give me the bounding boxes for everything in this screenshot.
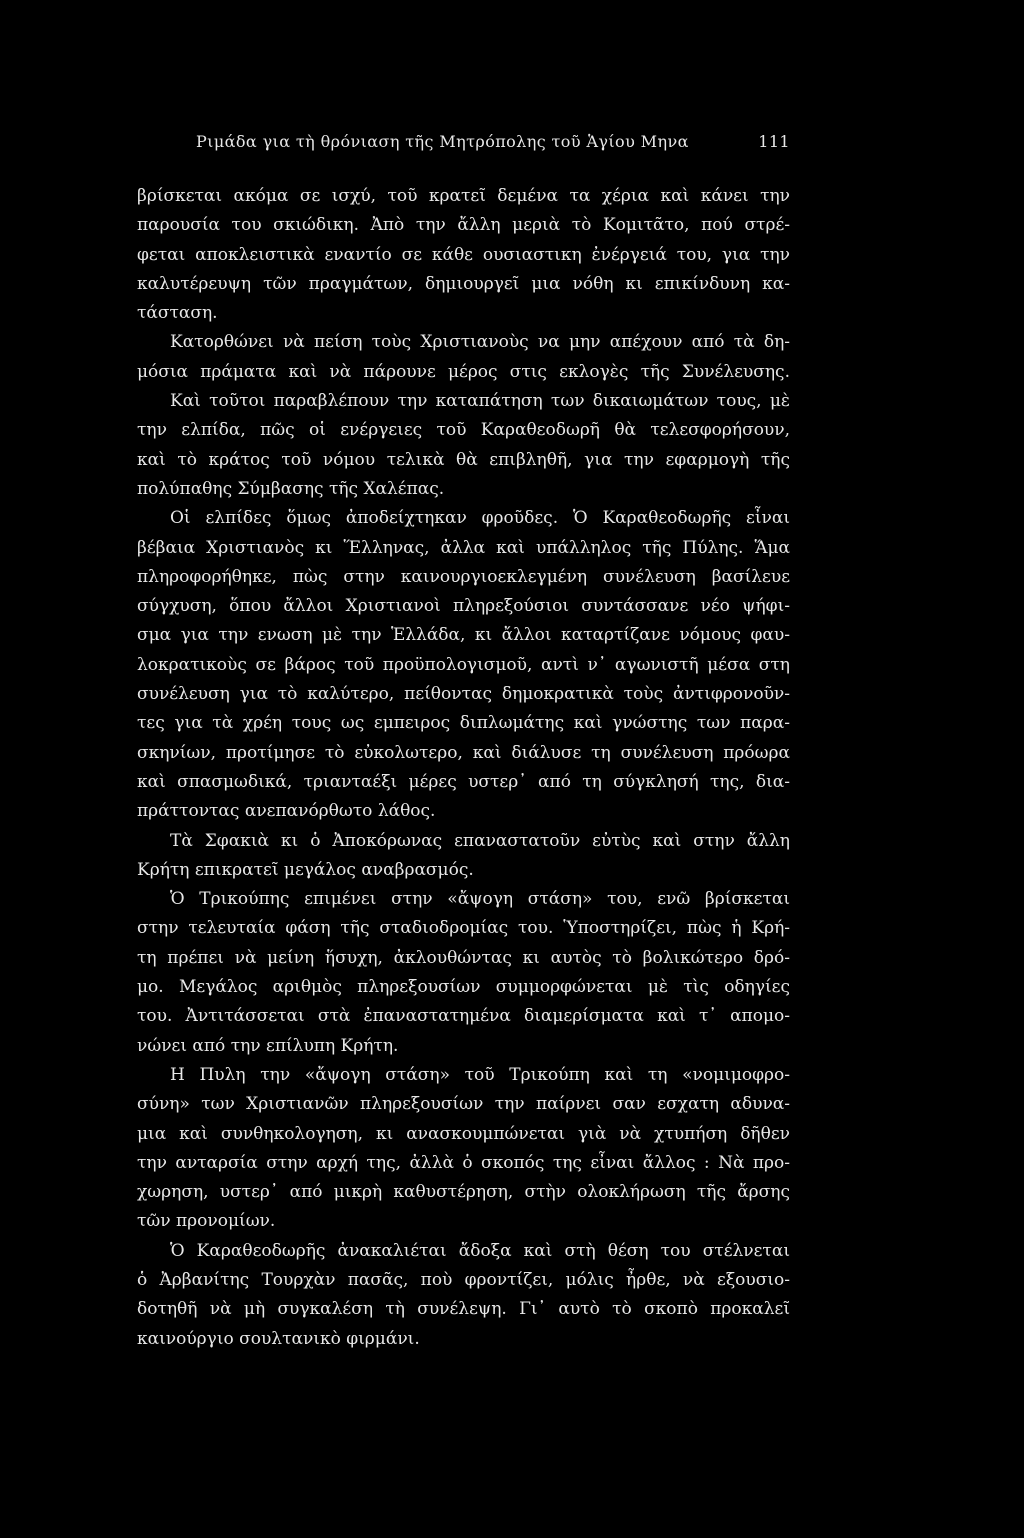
running-header — [196, 132, 790, 156]
text-line: λοκρατικοὺς σε βάρος τοῦ προϋπολογισμοῦ, αντὶ ν᾽ αγωνιστῆ μέσα στη — [137, 654, 790, 675]
text-line: την ελπίδα, πῶς οἱ ενέργειες τοῦ Καραθεοδωρῆ θὰ τελεσφορήσουν, — [137, 420, 790, 441]
text-line: μόσια πράματα καὶ νὰ πάρουνε μέρος στις εκλογὲς τῆς Συνέλευσης. — [137, 361, 790, 382]
text-line: ὁ Ἀρβανίτης Τουρχὰν πασᾶς, ποὺ φροντίζει, μόλις ἦρθε, νὰ εξουσιο- — [137, 1269, 790, 1290]
text-line: σκηνίων, προτίμησε τὸ εὐκολωτερο, καὶ διάλυσε τη συνέλευση πρόωρα — [137, 742, 790, 763]
text-line: σμα για την ενωση μὲ την Ἑλλάδα, κι ἄλλοι καταρτίζανε νόμους φαυ- — [137, 625, 790, 646]
text-line: καινούργιο σουλτανικὸ φιρμάνι. — [137, 1328, 420, 1349]
paragraph-first-line: Καὶ τοῦτοι παραβλέπουν την καταπάτηση των δικαιωμάτων τους, μὲ — [170, 391, 790, 412]
text-line: τάσταση. — [137, 303, 218, 324]
paragraph-first-line: Ὁ Καραθεοδωρῆς ἀνακαλιέται ἄδοξα καὶ στὴ θέση του στέλνεται — [170, 1240, 790, 1261]
paragraph-first-line: Τὰ Σφακιὰ κι ὁ Ἀποκόρωνας επαναστατοῦν εὐτὺς καὶ στην ἄλλη — [170, 830, 790, 851]
text-line: παρουσία του σκιώδικη. Ἀπὸ την ἄλλη μεριὰ τὸ Κομιτᾶτο, πού στρέ- — [137, 215, 790, 236]
paragraph-first-line: Κατορθώνει νὰ πείση τοὺς Χριστιανοὺς να μην απέχουν από τὰ δη- — [170, 332, 790, 353]
text-line: σύγχυση, ὅπου ἄλλοι Χριστιανοὶ πληρεξούσιοι συντάσσανε νέο ψήφι- — [137, 596, 790, 617]
text-line: Κρήτη επικρατεῖ μεγάλος αναβρασμός. — [137, 859, 474, 880]
text-line: του. Ἀντιτάσσεται στὰ ἐπαναστατημένα διαμερίσματα καὶ τ᾽ απομο- — [137, 1006, 790, 1027]
text-line: δοτηθῆ νὰ μὴ συγκαλέση τὴ συνέλεψη. Γι᾽ αυτὸ τὸ σκοπὸ προκαλεῖ — [137, 1299, 790, 1320]
text-line: την ανταρσία στην αρχή της, ἀλλὰ ὁ σκοπός της εἶναι ἄλλος : Νὰ προ- — [137, 1152, 790, 1173]
text-line: συνέλευση για τὸ καλύτερο, πείθοντας δημοκρατικὰ τοὺς ἀντιφρονοῦν- — [137, 684, 790, 705]
paragraph-first-line: Ὁ Τρικούπης επιμένει στην «ἄψογη στάση» του, ενῶ βρίσκεται — [170, 889, 790, 910]
text-line: τες για τὰ χρέη τους ως εμπειρος διπλωμάτης καὶ γνώστης των παρα- — [137, 713, 790, 734]
text-line: πράττοντας ανεπανόρθωτο λάθος. — [137, 801, 436, 822]
paragraph-first-line: Οἱ ελπίδες ὅμως ἀποδείχτηκαν φροῦδες. Ὁ Καραθεοδωρῆς εἶναι — [170, 508, 790, 529]
text-line: πληροφορήθηκε, πὼς στην καινουργιοεκλεγμένη συνέλευση βασίλευε — [137, 566, 790, 587]
running-title: Ριμάδα για τὴ θρόνιαση τῆς Μητρόπολης τοῦ Ἁγίου Μηνα — [196, 132, 689, 151]
text-line: καὶ τὸ κράτος τοῦ νόμου τελικὰ θὰ επιβληθῆ, για την εφαρμογὴ τῆς — [137, 449, 790, 470]
text-line: χωρηση, υστερ᾽ από μικρὴ καθυστέρηση, στὴν ολοκλήρωση τῆς ἄρσης — [137, 1182, 790, 1203]
text-line: φεται αποκλειστικὰ εναντίο σε κάθε ουσιαστικη ἐνέργειά του, για την — [137, 244, 790, 265]
text-line: βρίσκεται ακόμα σε ισχύ, τοῦ κρατεῖ δεμένα τα χέρια καὶ κάνει την — [137, 186, 790, 206]
text-line: πολύπαθης Σύμβασης τῆς Χαλέπας. — [137, 478, 445, 499]
text-line: μια καὶ συνθηκολογηση, κι ανασκουμπώνεται γιὰ νὰ χτυπήση δῆθεν — [137, 1123, 790, 1144]
text-line: καὶ σπασμωδικά, τριανταέξι μέρες υστερ᾽ από τη σύγκλησή της, δια- — [137, 771, 790, 792]
text-line: τη πρέπει νὰ μείνη ἥσυχη, ἀκλουθώντας κι αυτὸς τὸ βολικώτερο δρό- — [137, 947, 790, 968]
text-line: σύνη» των Χριστιανῶν πληρεξουσίων την παίρνει σαν εσχατη αδυνα- — [137, 1094, 790, 1115]
paragraph-first-line: Η Πυλη την «ἄψογη στάση» τοῦ Τρικούπη καὶ τη «νομιμοφρο- — [170, 1064, 790, 1085]
text-line: μο. Μεγάλος αριθμὸς πληρεξουσίων συμμορφώνεται μὲ τὶς οδηγίες — [137, 977, 790, 998]
text-line: στην τελευταία φάση τῆς σταδιοδρομίας του. Ὑποστηρίζει, πὼς ἡ Κρή- — [137, 918, 790, 939]
text-line: τῶν προνομίων. — [137, 1211, 276, 1232]
text-line: βέβαια Χριστιανὸς κι Ἕλληνας, ἀλλα καὶ υπάλληλος τῆς Πύλης. Ἅμα — [137, 537, 790, 558]
body-text — [137, 182, 790, 1354]
page-number: 111 — [758, 132, 790, 151]
text-line: καλυτέρευψη τῶν πραγμάτων, δημιουργεῖ μια νόθη κι επικίνδυνη κα- — [137, 273, 790, 294]
text-line: νώνει από την επίλυπη Κρήτη. — [137, 1035, 399, 1056]
